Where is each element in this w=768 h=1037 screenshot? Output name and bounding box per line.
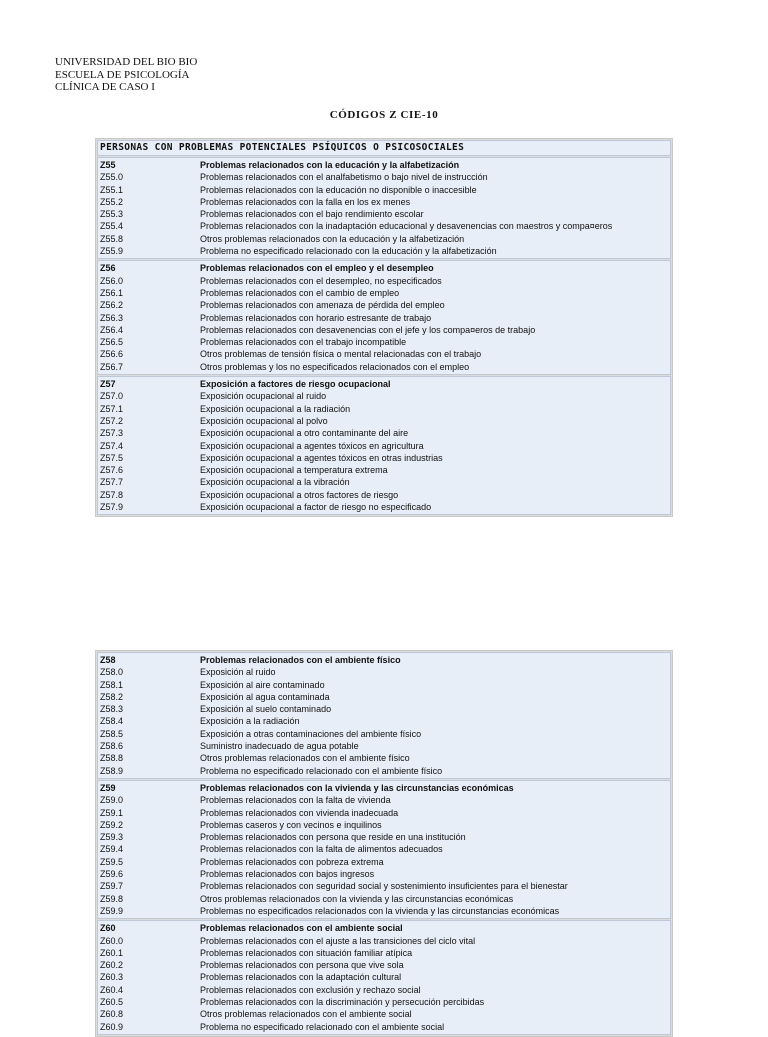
row-code: Z57.5 xyxy=(100,452,124,463)
code-row xyxy=(98,765,670,777)
code-section xyxy=(97,652,671,779)
section-title: Problemas relacionados con el empleo y el desempleo xyxy=(200,263,434,274)
section-code: Z56 xyxy=(100,263,116,274)
section-title: Problemas relacionados con la educación y la alfabetización xyxy=(200,160,460,170)
row-code: Z59.7 xyxy=(100,881,124,892)
row-description: Problemas relacionados con pobreza extrema xyxy=(200,856,384,867)
row-description: Problemas relacionados con la discriminación y persecución percibidas xyxy=(200,997,485,1008)
code-row xyxy=(98,947,670,959)
section-code: Z58 xyxy=(100,655,116,665)
row-description: Problemas relacionados con desavenencias con el jefe y los compa¤eros de trabajo xyxy=(200,324,536,335)
code-row xyxy=(98,361,670,373)
codes-table-1 xyxy=(95,138,673,517)
row-code: Z55.8 xyxy=(100,233,124,244)
section-title: Exposición a factores de riesgo ocupacional xyxy=(200,379,391,390)
row-description: Problema no especificado relacionado con el ambiente físico xyxy=(200,765,443,776)
row-code: Z60.8 xyxy=(100,1009,124,1020)
row-description: Problemas no especificados relacionados con la vivienda y las circunstancias económicas xyxy=(200,905,560,916)
code-row xyxy=(98,856,670,868)
code-row xyxy=(98,752,670,764)
code-row xyxy=(98,415,670,427)
section-title: Problemas relacionados con la vivienda y las circunstancias económicas xyxy=(200,782,514,793)
row-code: Z56.6 xyxy=(100,349,124,360)
code-row xyxy=(98,984,670,996)
row-code: Z58.4 xyxy=(100,716,124,727)
code-row xyxy=(98,831,670,843)
row-code: Z60.9 xyxy=(100,1021,124,1032)
row-code: Z58.5 xyxy=(100,728,124,739)
university-name: UNIVERSIDAD DEL BIO BIO xyxy=(55,56,198,68)
row-description: Problemas relacionados con el desempleo, no especificados xyxy=(200,275,442,286)
row-description: Problemas relacionados con la falta de alimentos adecuados xyxy=(200,844,443,855)
row-description: Problemas relacionados con persona que vive sola xyxy=(200,960,404,971)
code-row xyxy=(98,287,670,299)
row-description: Exposición ocupacional a temperatura extrema xyxy=(200,465,388,476)
row-code: Z59.0 xyxy=(100,795,124,806)
row-code: Z57.9 xyxy=(100,502,124,513)
section-header-row xyxy=(98,782,670,794)
row-code: Z57.0 xyxy=(100,391,124,402)
code-row xyxy=(98,666,670,678)
row-code: Z55.3 xyxy=(100,209,124,220)
row-description: Exposición al ruido xyxy=(200,667,276,678)
section-header-row xyxy=(98,378,670,390)
row-code: Z59.9 xyxy=(100,905,124,916)
row-code: Z56.0 xyxy=(100,275,124,286)
row-description: Exposición ocupacional al polvo xyxy=(200,415,328,426)
row-description: Problemas relacionados con horario estresante de trabajo xyxy=(200,312,432,323)
code-row xyxy=(98,464,670,476)
code-row xyxy=(98,403,670,415)
code-row xyxy=(98,501,670,513)
row-description: Exposición a la radiación xyxy=(200,716,300,727)
section-header-row xyxy=(98,654,670,666)
row-description: Otros problemas y los no especificados relacionados con el empleo xyxy=(200,361,470,372)
row-code: Z60.1 xyxy=(100,947,124,958)
code-row xyxy=(98,715,670,727)
section-title: Problemas relacionados con el ambiente físico xyxy=(200,655,401,665)
code-row xyxy=(98,679,670,691)
row-description: Problemas relacionados con amenaza de pérdida del empleo xyxy=(200,300,445,311)
code-row xyxy=(98,1021,670,1033)
row-code: Z56.4 xyxy=(100,324,124,335)
row-code: Z59.8 xyxy=(100,893,124,904)
code-row xyxy=(98,476,670,488)
row-description: Exposición ocupacional a agentes tóxicos en otras industrias xyxy=(200,452,443,463)
row-description: Problemas caseros y con vecinos e inquilinos xyxy=(200,819,382,830)
code-row xyxy=(98,312,670,324)
row-code: Z58.2 xyxy=(100,691,124,702)
code-row xyxy=(98,220,670,232)
section-code: Z60 xyxy=(100,923,116,934)
row-code: Z58.9 xyxy=(100,765,124,776)
row-code: Z58.6 xyxy=(100,741,124,752)
document-title: CÓDIGOS Z CIE-10 xyxy=(329,109,439,121)
row-code: Z58.8 xyxy=(100,753,124,764)
section-title: Problemas relacionados con el ambiente social xyxy=(200,923,403,934)
row-code: Z60.3 xyxy=(100,972,124,983)
code-row xyxy=(98,843,670,855)
row-description: Exposición al agua contaminada xyxy=(200,691,330,702)
row-code: Z59.3 xyxy=(100,832,124,843)
row-code: Z59.6 xyxy=(100,869,124,880)
section-header-row xyxy=(98,262,670,274)
row-description: Problemas relacionados con el cambio de empleo xyxy=(200,287,400,298)
code-row xyxy=(98,184,670,196)
row-description: Problemas relacionados con bajos ingresos xyxy=(200,869,375,880)
row-description: Problemas relacionados con la falta de vivienda xyxy=(200,795,391,806)
code-row xyxy=(98,971,670,983)
row-code: Z56.7 xyxy=(100,361,124,372)
row-code: Z55.4 xyxy=(100,221,124,232)
row-code: Z60.2 xyxy=(100,960,124,971)
row-description: Problemas relacionados con el ajuste a las transiciones del ciclo vital xyxy=(200,935,476,946)
code-row xyxy=(98,275,670,287)
code-row xyxy=(98,996,670,1008)
row-description: Problemas relacionados con el bajo rendimiento escolar xyxy=(200,209,424,220)
code-row xyxy=(98,452,670,464)
code-row xyxy=(98,233,670,245)
row-description: Exposición al aire contaminado xyxy=(200,679,325,690)
code-row xyxy=(98,489,670,501)
code-section xyxy=(97,376,671,515)
code-row xyxy=(98,336,670,348)
document-header xyxy=(55,56,197,94)
row-description: Otros problemas de tensión física o mental relacionadas con el trabajo xyxy=(200,349,482,360)
section-header-row xyxy=(98,159,670,171)
row-code: Z56.1 xyxy=(100,287,124,298)
code-row xyxy=(98,959,670,971)
code-row xyxy=(98,208,670,220)
code-row xyxy=(98,893,670,905)
row-code: Z56.5 xyxy=(100,337,124,348)
code-row xyxy=(98,819,670,831)
row-description: Problemas relacionados con persona que reside en una institución xyxy=(200,832,466,843)
row-description: Otros problemas relacionados con el ambiente físico xyxy=(200,753,410,764)
code-row xyxy=(98,703,670,715)
code-row xyxy=(98,728,670,740)
section-header-row xyxy=(98,922,670,934)
row-description: Problemas relacionados con el analfabetismo o bajo nivel de instrucción xyxy=(200,172,488,183)
row-description: Exposición ocupacional a factor de riesgo no especificado xyxy=(200,502,432,513)
row-code: Z60.5 xyxy=(100,997,124,1008)
code-row xyxy=(98,196,670,208)
row-description: Exposición ocupacional a la vibración xyxy=(200,477,350,488)
row-code: Z57.1 xyxy=(100,403,124,414)
row-code: Z59.4 xyxy=(100,844,124,855)
row-description: Suministro inadecuado de agua potable xyxy=(200,741,359,752)
row-code: Z59.5 xyxy=(100,856,124,867)
row-code: Z56.2 xyxy=(100,300,124,311)
code-row xyxy=(98,245,670,257)
row-code: Z55.2 xyxy=(100,196,124,207)
code-row xyxy=(98,935,670,947)
row-description: Otros problemas relacionados con la vivienda y las circunstancias económicas xyxy=(200,893,514,904)
code-section xyxy=(97,780,671,919)
row-code: Z58.3 xyxy=(100,704,124,715)
row-description: Problemas relacionados con vivienda inadecuada xyxy=(200,807,399,818)
row-description: Exposición ocupacional a la radiación xyxy=(200,403,351,414)
course-name: CLÍNICA DE CASO I xyxy=(55,81,155,93)
row-description: Problemas relacionados con la inadaptación educacional y desavenencias con maestros y compa¤eros xyxy=(200,221,613,232)
code-section xyxy=(97,920,671,1035)
code-section xyxy=(97,260,671,375)
row-description: Problemas relacionados con la educación no disponible o inaccesible xyxy=(200,184,477,195)
row-description: Problemas relacionados con la adaptación cultural xyxy=(200,972,402,983)
row-code: Z56.3 xyxy=(100,312,124,323)
row-code: Z57.4 xyxy=(100,440,124,451)
row-code: Z55.0 xyxy=(100,172,124,183)
row-description: Exposición al suelo contaminado xyxy=(200,704,332,715)
code-row xyxy=(98,299,670,311)
row-code: Z57.6 xyxy=(100,465,124,476)
row-description: Problemas relacionados con situación familiar atípica xyxy=(200,947,413,958)
row-description: Problema no especificado relacionado con el ambiente social xyxy=(200,1021,445,1032)
row-description: Exposición ocupacional a otros factores de riesgo xyxy=(200,489,399,500)
section-code: Z57 xyxy=(100,379,116,390)
code-row xyxy=(98,1008,670,1020)
code-section xyxy=(97,157,671,259)
row-code: Z60.0 xyxy=(100,935,124,946)
section-code: Z59 xyxy=(100,782,116,793)
row-code: Z60.4 xyxy=(100,984,124,995)
row-description: Problemas relacionados con seguridad social y sostenimiento insuficientes para el bienestar xyxy=(200,881,568,892)
code-row xyxy=(98,691,670,703)
code-row xyxy=(98,868,670,880)
row-code: Z57.3 xyxy=(100,428,124,439)
school-name: ESCUELA DE PSICOLOGÍA xyxy=(55,68,190,81)
row-description: Otros problemas relacionados con la educación y la alfabetización xyxy=(200,233,465,244)
code-row xyxy=(98,740,670,752)
row-code: Z55.1 xyxy=(100,184,124,195)
row-description: Exposición ocupacional a otro contaminante del aire xyxy=(200,428,409,439)
code-row xyxy=(98,794,670,806)
code-row xyxy=(98,427,670,439)
code-row xyxy=(98,348,670,360)
row-code: Z55.9 xyxy=(100,246,124,257)
code-row xyxy=(98,324,670,336)
code-row xyxy=(98,880,670,892)
code-row xyxy=(98,905,670,917)
row-code: Z57.8 xyxy=(100,489,124,500)
codes-table-2 xyxy=(95,650,673,1037)
code-row xyxy=(98,807,670,819)
row-description: Exposición ocupacional al ruido xyxy=(200,391,327,402)
row-description: Otros problemas relacionados con el ambiente social xyxy=(200,1009,412,1020)
row-code: Z58.0 xyxy=(100,667,124,678)
row-description: Problema no especificado relacionado con la educación y la alfabetización xyxy=(200,246,497,257)
row-description: Exposición a otras contaminaciones del ambiente físico xyxy=(200,728,422,739)
code-row xyxy=(98,390,670,402)
row-description: Problemas relacionados con exclusión y rechazo social xyxy=(200,984,421,995)
section-code: Z55 xyxy=(100,160,116,170)
row-description: Problemas relacionados con la falla en los ex menes xyxy=(200,196,411,207)
row-code: Z57.7 xyxy=(100,477,124,488)
code-row xyxy=(98,440,670,452)
row-description: Problemas relacionados con el trabajo incompatible xyxy=(200,337,407,348)
row-code: Z57.2 xyxy=(100,415,124,426)
row-description: Exposición ocupacional a agentes tóxicos en agricultura xyxy=(200,440,424,451)
table-heading: PERSONAS CON PROBLEMAS POTENCIALES PSÍQUICOS O PSICOSOCIALES xyxy=(97,140,671,156)
row-code: Z59.2 xyxy=(100,819,124,830)
row-code: Z59.1 xyxy=(100,807,124,818)
code-row xyxy=(98,171,670,183)
row-code: Z58.1 xyxy=(100,679,124,690)
